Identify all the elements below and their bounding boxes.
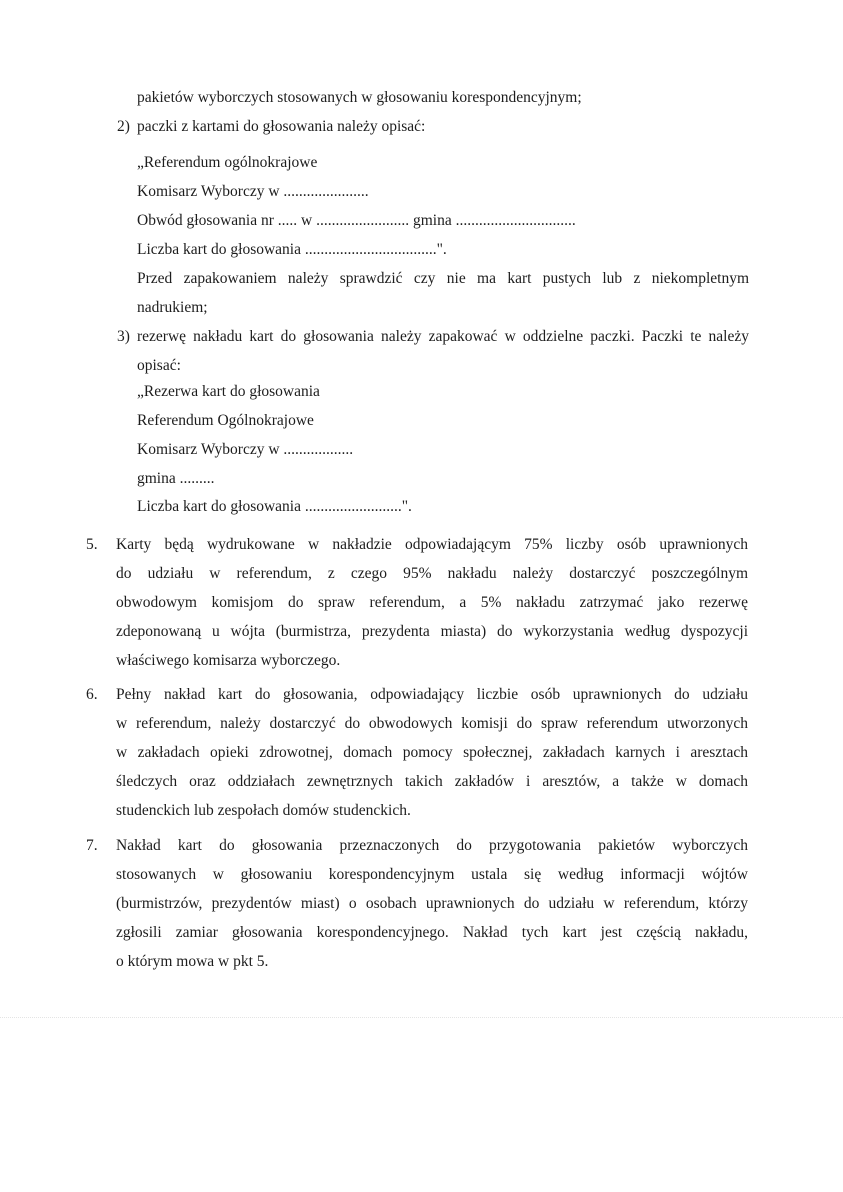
label-line: Liczba kart do głosowania .........................". (137, 498, 412, 515)
point-line: o którym mowa w pkt 5. (116, 953, 269, 970)
point-line: zdeponowaną u wójta (burmistrza, prezydenta miasta) do wykorzystania według dyspozycji (116, 623, 748, 640)
sub-item-number: 2) (117, 118, 130, 135)
label-line: „Rezerwa kart do głosowania (137, 383, 320, 400)
label-line: Liczba kart do głosowania ..................................". (137, 241, 447, 258)
point-line: (burmistrzów, prezydentów miast) o osobach uprawnionych do udziału w referendum, którzy (116, 895, 748, 912)
label-line: gmina ......... (137, 470, 215, 487)
note-line: nadrukiem; (137, 299, 208, 316)
point-line: do udziału w referendum, z czego 95% nakładu należy dostarczyć poszczególnym (116, 565, 748, 582)
label-line: Komisarz Wyborczy w ...................... (137, 183, 369, 200)
label-line: Komisarz Wyborczy w .................. (137, 441, 354, 458)
point-number: 5. (86, 536, 98, 553)
point-line: zgłosili zamiar głosowania korespondencyjnego. Nakład tych kart jest częścią nakładu, (116, 924, 748, 941)
label-line: „Referendum ogólnokrajowe (137, 154, 318, 171)
point-line: śledczych oraz oddziałach zewnętrznych takich zakładów i aresztów, a także w domach (116, 773, 748, 790)
point-line: stosowanych w głosowaniu korespondencyjnym ustala się według informacji wójtów (116, 866, 748, 883)
sub-item-intro: paczki z kartami do głosowania należy opisać: (137, 118, 426, 135)
point-line: Pełny nakład kart do głosowania, odpowiadający liczbie osób uprawnionych do udziału (116, 686, 748, 703)
point-line: w zakładach opieki zdrowotnej, domach pomocy społecznej, zakładach karnych i aresztach (116, 744, 748, 761)
point-number: 7. (86, 837, 98, 854)
point-line: właściwego komisarza wyborczego. (116, 652, 341, 669)
point-line: obwodowym komisjom do spraw referendum, a 5% nakładu zatrzymać jako rezerwę (116, 594, 748, 611)
note-line: Przed zapakowaniem należy sprawdzić czy nie ma kart pustych lub z niekompletnym (137, 270, 749, 287)
label-line: Referendum Ogólnokrajowe (137, 412, 314, 429)
point-line: w referendum, należy dostarczyć do obwodowych komisji do spraw referendum utworzonych (116, 715, 748, 732)
sub-item-number: 3) (117, 328, 130, 345)
point-number: 6. (86, 686, 98, 703)
point-line: Nakład kart do głosowania przeznaczonych do przygotowania pakietów wyborczych (116, 837, 748, 854)
continuation-line: pakietów wyborczych stosowanych w głosowaniu korespondencyjnym; (137, 89, 582, 106)
label-line: Obwód głosowania nr ..... w ........................ gmina ............................... (137, 212, 576, 229)
sub-item-intro: rezerwę nakładu kart do głosowania należy zapakować w oddzielne paczki. Paczki te należy (137, 328, 749, 345)
point-line: Karty będą wydrukowane w nakładzie odpowiadającym 75% liczby osób uprawnionych (116, 536, 748, 553)
page-divider (0, 1017, 843, 1018)
point-line: studenckich lub zespołach domów studenckich. (116, 802, 411, 819)
sub-item-intro: opisać: (137, 357, 181, 374)
